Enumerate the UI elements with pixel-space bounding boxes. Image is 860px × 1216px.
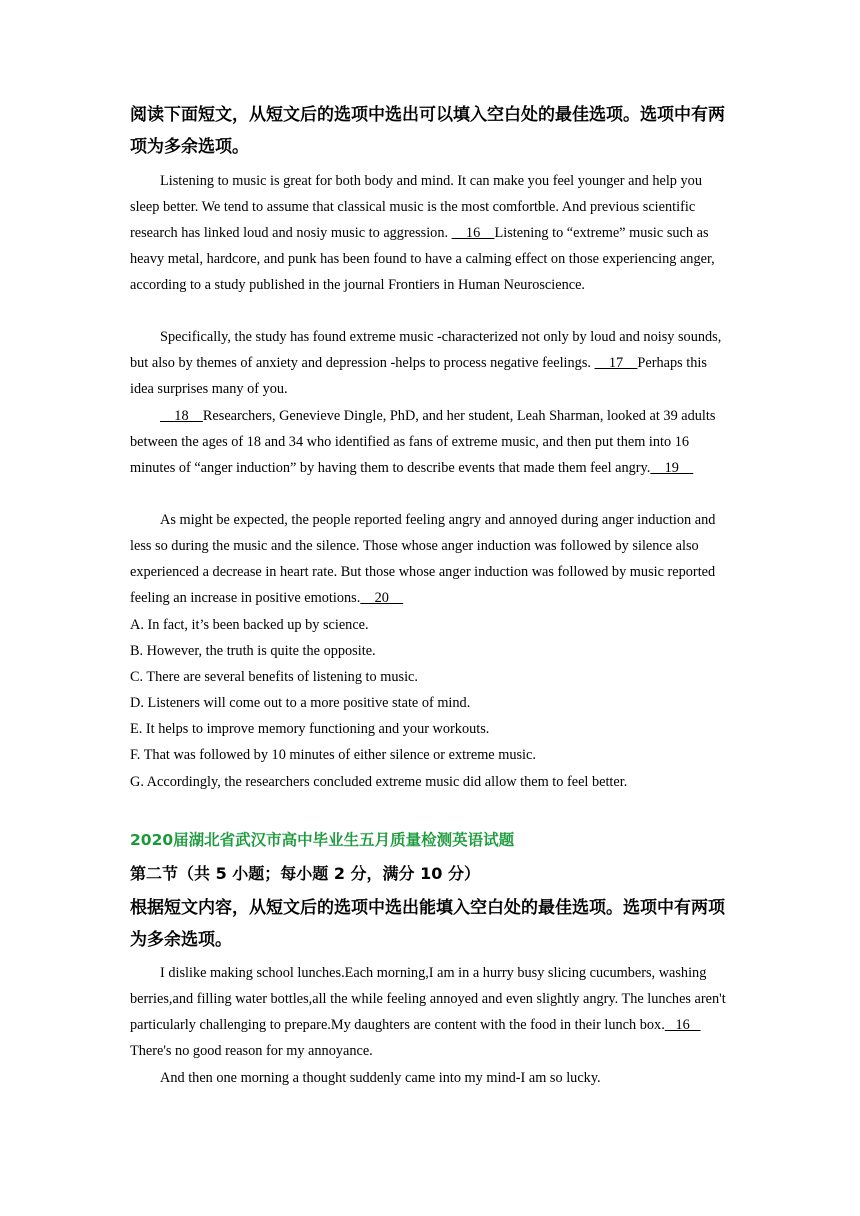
blank-18: 18 (160, 408, 203, 424)
paragraph-text: Specifically, the study has found extreme music -characterized not only by loud and noisy sounds, but also by themes of anxiety and depression -helps to process negative feelings. (130, 329, 722, 371)
option-e: E. It helps to improve memory functioning and your workouts. (130, 721, 490, 738)
section-heading: 第二节（共 5 小题；每小题 2 分，满分 10 分） (130, 864, 480, 883)
passage1-paragraph-4 (130, 507, 730, 611)
blank-19: 19 (650, 460, 694, 476)
passage2-paragraph-2: And then one morning a thought suddenly came into my mind-I am so lucky. (160, 1070, 601, 1086)
option-c: C. There are several benefits of listening to music. (130, 669, 418, 686)
paragraph-text: Researchers, Genevieve Dingle, PhD, and her student, Leah Sharman, looked at 39 adults between the ages of 18 and 34 who identified as fans of extreme music, and then put them into 16 minutes of “anger induction” by having them to describe events that made them feel angry. (130, 408, 716, 476)
passage1-paragraph-2 (130, 324, 730, 402)
passage1-instruction: 阅读下面短文，从短文后的选项中选出可以填入空白处的最佳选项。选项中有两项为多余选项。 (130, 105, 725, 157)
source-title: 2020届湖北省武汉市高中毕业生五月质量检测英语试题 (130, 831, 515, 849)
paragraph-text: Listening to music is great for both body and mind. It can make you feel younger and help you sleep better. We tend to assume that classical music is the most comfortble. And previous scientific research has linked loud and nosiy music to aggression. (130, 173, 702, 241)
passage2-paragraph-1 (130, 960, 730, 1064)
passage2-instruction: 根据短文内容，从短文后的选项中选出能填入空白处的最佳选项。选项中有两项为多余选项。 (130, 898, 725, 950)
option-g: G. Accordingly, the researchers concluded extreme music did allow them to feel better. (130, 773, 628, 790)
blank-16: 16 (664, 1017, 701, 1033)
blank-17: 17 (594, 355, 638, 371)
paragraph-text: Listening to “extreme” music such as heavy metal, hardcore, and punk has been found to have a calming effect on those experiencing anger, according to a study published in the journal Frontiers in Human Neuroscience. (130, 225, 715, 293)
paragraph-text: Perhaps this idea surprises many of you. (130, 355, 707, 397)
options-list (130, 612, 730, 795)
passage1-paragraph-1 (130, 168, 730, 298)
option-f: F. That was followed by 10 minutes of either silence or extreme music. (130, 747, 536, 764)
paragraph-text: There's no good reason for my annoyance. (130, 1043, 373, 1059)
option-a: A. In fact, it’s been backed up by science. (130, 617, 369, 633)
paragraph-text: I dislike making school lunches.Each morning,I am in a hurry busy slicing cucumbers, washing berries,and filling water bottles,all the while feeling annoyed and even slightly angry. The lunches aren't particularly challenging to prepare.My daughters are content with the food in their lunch box. (130, 965, 726, 1033)
passage1-paragraph-3 (130, 403, 730, 481)
option-d: D. Listeners will come out to a more positive state of mind. (130, 695, 471, 712)
option-b: B. However, the truth is quite the opposite. (130, 643, 376, 660)
paragraph-text: As might be expected, the people reported feeling angry and annoyed during anger induction and less so during the music and the silence. Those whose anger induction was followed by silence also experienced a decrease in heart rate. But those whose anger induction was followed by music reported feeling an increase in positive emotions. (130, 512, 716, 606)
blank-20: 20 (360, 590, 404, 606)
blank-16: 16 (451, 225, 495, 241)
